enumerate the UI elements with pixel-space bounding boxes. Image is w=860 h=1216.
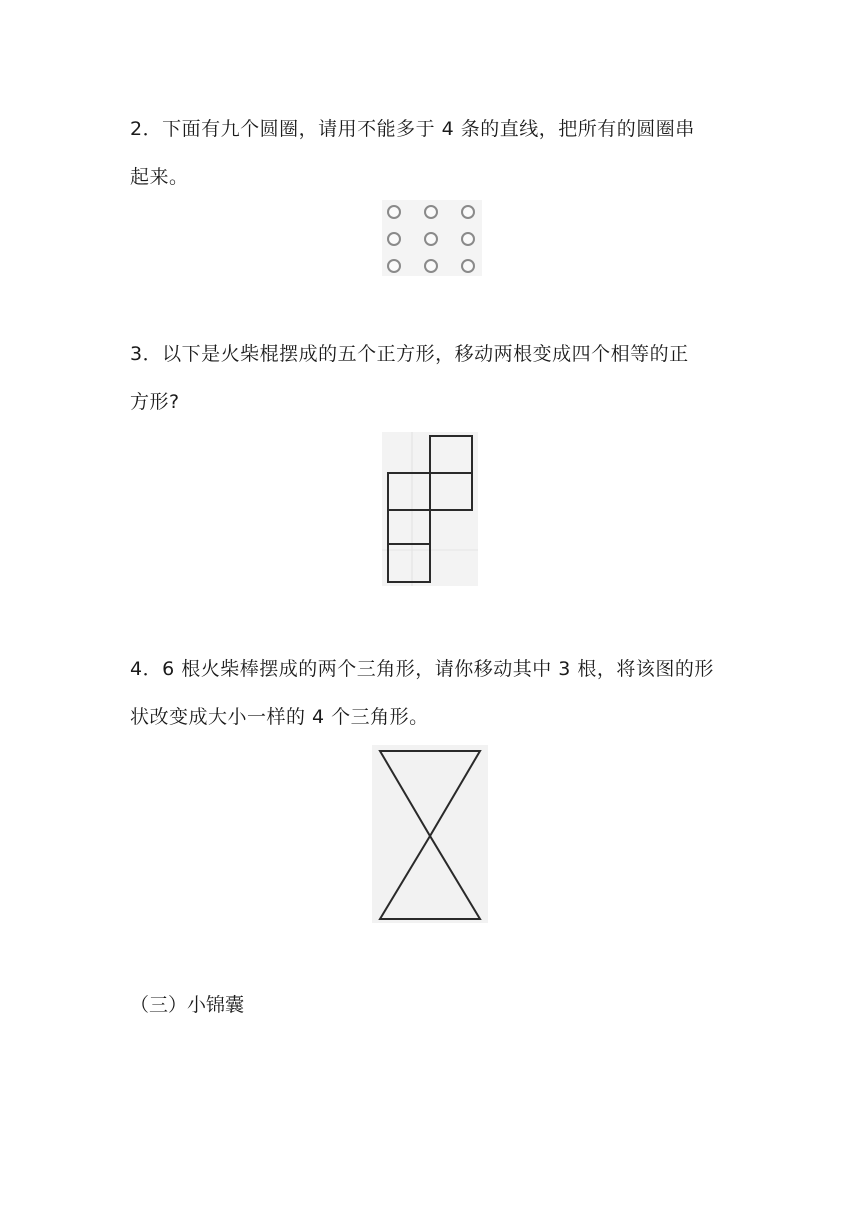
question-4-line-2: 状改变成大小一样的 4 个三角形。	[130, 706, 429, 728]
question-4-line-1: 4．6 根火柴棒摆成的两个三角形，请你移动其中 3 根，将该图的形	[130, 658, 714, 680]
circle-1	[388, 206, 400, 218]
two-triangles-figure	[372, 745, 488, 923]
question-3-line-1: 3．以下是火柴棍摆成的五个正方形，移动两根变成四个相等的正	[130, 343, 689, 365]
circle-2	[425, 206, 437, 218]
circle-5	[425, 233, 437, 245]
five-squares-matchstick-figure	[382, 432, 478, 586]
question-3-line-2: 方形?	[130, 391, 180, 413]
circle-8	[425, 260, 437, 272]
section-title: （三）小锦囊	[130, 994, 245, 1016]
circle-7	[388, 260, 400, 272]
circle-6	[462, 233, 474, 245]
question-2-line-1: 2．下面有九个圆圈，请用不能多于 4 条的直线，把所有的圆圈串	[130, 118, 695, 140]
question-2-line-2: 起来。	[130, 166, 189, 188]
question-4-text	[130, 645, 740, 741]
circle-4	[388, 233, 400, 245]
circle-3	[462, 206, 474, 218]
nine-circles-figure	[382, 200, 482, 276]
circle-9	[462, 260, 474, 272]
question-3-text	[130, 330, 740, 426]
question-2-text	[130, 105, 740, 201]
